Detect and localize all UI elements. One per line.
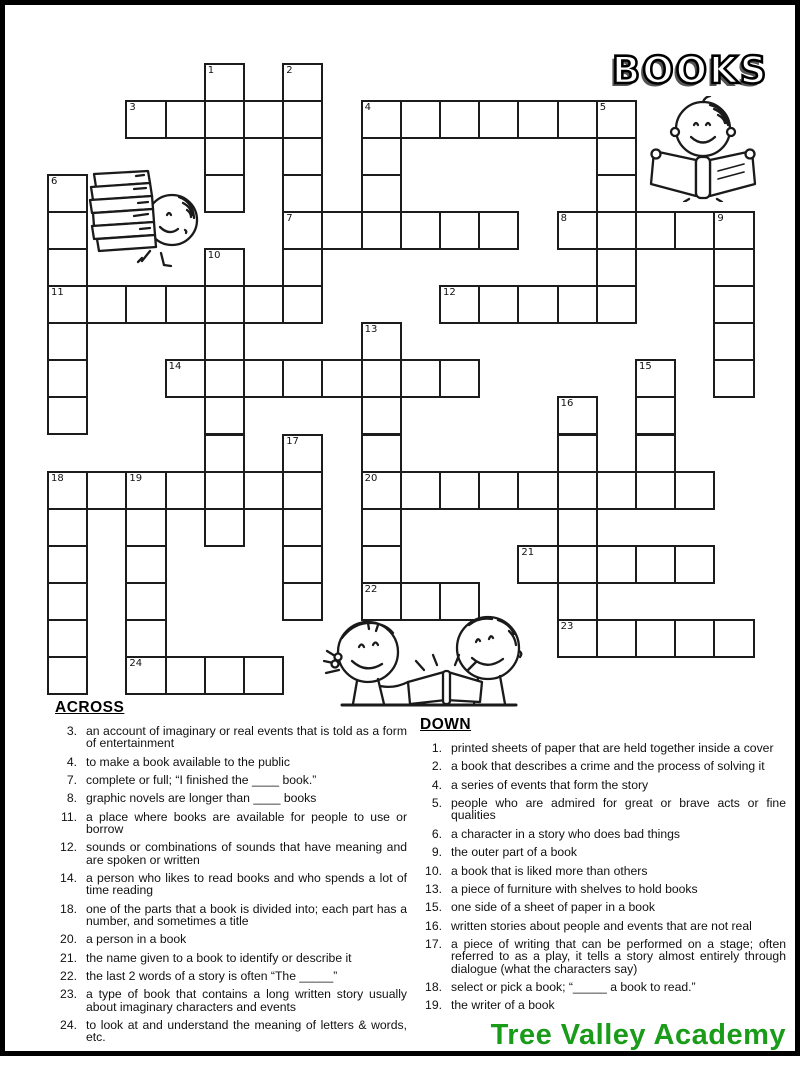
clue-text: a book that is liked more than others bbox=[451, 863, 648, 878]
clue-text: a piece of furniture with shelves to hold books bbox=[451, 881, 698, 896]
clue-text: people who are admired for great or brave acts or fine qualities bbox=[451, 796, 786, 823]
grid-cell[interactable] bbox=[713, 619, 754, 658]
grid-cell[interactable] bbox=[635, 619, 676, 658]
clue-number: 24. bbox=[60, 1017, 77, 1032]
grid-cell[interactable] bbox=[361, 174, 402, 213]
across-clues-section bbox=[55, 699, 407, 1050]
grid-cell[interactable] bbox=[282, 471, 323, 510]
clue-text: sounds or combinations of sounds that have meaning and are spoken or written bbox=[86, 840, 407, 867]
grid-cell[interactable] bbox=[713, 211, 754, 250]
down-clues-section bbox=[420, 716, 786, 1018]
grid-cell[interactable] bbox=[400, 359, 441, 398]
clue-item bbox=[55, 1019, 407, 1043]
grid-cell[interactable] bbox=[125, 471, 166, 510]
grid-cell[interactable] bbox=[361, 322, 402, 361]
clue-item bbox=[55, 872, 407, 896]
clue-number: 12. bbox=[60, 840, 77, 855]
grid-cell[interactable] bbox=[635, 396, 676, 435]
clue-item bbox=[420, 828, 786, 840]
grid-cell[interactable] bbox=[47, 471, 88, 510]
clue-item bbox=[420, 999, 786, 1011]
clue-number-label: 22 bbox=[364, 583, 378, 595]
grid-cell[interactable] bbox=[47, 248, 88, 287]
clue-number: 7. bbox=[66, 772, 77, 787]
grid-cell[interactable] bbox=[674, 211, 715, 250]
grid-cell[interactable] bbox=[165, 100, 206, 139]
grid-cell[interactable] bbox=[361, 137, 402, 176]
clue-number-label: 12 bbox=[443, 287, 456, 299]
grid-cell[interactable] bbox=[635, 545, 676, 584]
grid-cell[interactable] bbox=[557, 619, 598, 658]
grid-cell[interactable] bbox=[282, 285, 323, 324]
clue-text: one side of a sheet of paper in a book bbox=[451, 900, 655, 915]
grid-cell[interactable] bbox=[439, 359, 480, 398]
across-clue-list bbox=[55, 725, 407, 1043]
grid-cell[interactable] bbox=[204, 508, 245, 547]
clue-number-label: 23 bbox=[560, 620, 574, 632]
clue-number-label: 11 bbox=[51, 287, 64, 299]
grid-cell[interactable] bbox=[47, 359, 88, 398]
clue-number-label: 15 bbox=[639, 361, 652, 373]
grid-cell[interactable] bbox=[204, 471, 245, 510]
clue-number: 23. bbox=[60, 987, 77, 1002]
grid-cell[interactable] bbox=[47, 211, 88, 250]
clue-number: 4. bbox=[431, 777, 442, 792]
grid-cell[interactable] bbox=[204, 285, 245, 324]
clue-text: one of the parts that a book is divided into; each part has a number, and sometimes a title bbox=[86, 901, 407, 928]
grid-cell[interactable] bbox=[361, 471, 402, 510]
clue-item bbox=[55, 756, 407, 768]
grid-cell[interactable] bbox=[557, 545, 598, 584]
clue-item bbox=[420, 779, 786, 791]
grid-cell[interactable] bbox=[557, 582, 598, 621]
clue-number-label: 3 bbox=[129, 102, 136, 114]
grid-cell[interactable] bbox=[557, 285, 598, 324]
clue-text: a type of book that contains a long written story usually about imaginary characters and events bbox=[86, 987, 407, 1014]
clue-number-label: 24 bbox=[129, 657, 143, 669]
clue-number-label: 8 bbox=[560, 213, 567, 225]
boy-reading-book-illustration bbox=[644, 96, 762, 202]
clue-item bbox=[420, 742, 786, 754]
clue-number-label: 5 bbox=[599, 102, 607, 114]
down-heading: DOWN bbox=[420, 716, 472, 733]
clue-item bbox=[55, 841, 407, 865]
clue-text: the name given to a book to identify or describe it bbox=[86, 950, 352, 965]
clue-number: 4. bbox=[66, 754, 77, 769]
grid-cell[interactable] bbox=[400, 100, 441, 139]
clue-number-label: 1 bbox=[207, 65, 215, 76]
clue-number: 19. bbox=[425, 998, 442, 1013]
clue-item bbox=[420, 797, 786, 821]
down-clue-list bbox=[420, 742, 786, 1012]
grid-cell[interactable] bbox=[165, 285, 206, 324]
clue-item bbox=[55, 811, 407, 835]
grid-cell[interactable] bbox=[596, 248, 637, 287]
grid-cell[interactable] bbox=[125, 545, 166, 584]
grid-cell[interactable] bbox=[713, 285, 754, 324]
clue-number-label: 19 bbox=[129, 472, 143, 484]
clue-number: 9. bbox=[431, 845, 442, 860]
grid-cell[interactable] bbox=[47, 619, 88, 658]
clue-item bbox=[55, 988, 407, 1012]
grid-cell[interactable] bbox=[635, 434, 676, 473]
grid-cell[interactable] bbox=[439, 285, 480, 324]
clue-item bbox=[420, 901, 786, 913]
clue-number-label: 18 bbox=[51, 472, 64, 484]
clue-number-label: 7 bbox=[286, 213, 293, 225]
clue-text: a book that describes a crime and the process of solving it bbox=[451, 759, 765, 774]
grid-cell[interactable] bbox=[557, 396, 598, 435]
grid-cell[interactable] bbox=[282, 100, 323, 139]
clue-number: 15. bbox=[425, 900, 442, 915]
clue-text: a place where books are available for people to use or borrow bbox=[86, 809, 407, 836]
clue-number: 18. bbox=[60, 901, 77, 916]
grid-cell[interactable] bbox=[321, 211, 362, 250]
clue-number: 20. bbox=[60, 932, 77, 947]
across-heading: ACROSS bbox=[55, 699, 125, 716]
clue-number: 1. bbox=[431, 741, 442, 755]
grid-cell[interactable] bbox=[282, 174, 323, 213]
grid-cell[interactable] bbox=[400, 211, 441, 250]
clue-number: 11. bbox=[60, 809, 77, 824]
page-title: BOOKS bbox=[612, 49, 769, 92]
grid-cell[interactable] bbox=[361, 434, 402, 473]
grid-cell[interactable] bbox=[204, 174, 245, 213]
grid-cell[interactable] bbox=[361, 100, 402, 139]
grid-cell[interactable] bbox=[243, 656, 284, 695]
grid-cell[interactable] bbox=[282, 248, 323, 287]
clue-item bbox=[55, 970, 407, 982]
grid-cell[interactable] bbox=[713, 248, 754, 287]
clue-number-label: 17 bbox=[286, 435, 299, 447]
grid-cell[interactable] bbox=[47, 396, 88, 435]
clue-number-label: 2 bbox=[286, 65, 293, 76]
clue-item bbox=[420, 938, 786, 975]
clue-text: the outer part of a book bbox=[451, 845, 578, 860]
grid-cell[interactable] bbox=[282, 137, 323, 176]
clue-text: a piece of writing that can be performed on a stage; often referred to as a play, it tells a story almost entirely through dialogue (what the characters say) bbox=[451, 937, 786, 976]
grid-cell[interactable] bbox=[674, 545, 715, 584]
clue-item bbox=[420, 865, 786, 877]
clue-text: the writer of a book bbox=[451, 998, 555, 1013]
kids-sharing-book-illustration bbox=[312, 612, 544, 708]
grid-cell[interactable] bbox=[361, 508, 402, 547]
clue-item bbox=[55, 774, 407, 786]
clue-text: a person in a book bbox=[86, 932, 187, 947]
grid-cell[interactable] bbox=[47, 285, 88, 324]
grid-cell[interactable] bbox=[361, 396, 402, 435]
grid-cell[interactable] bbox=[596, 619, 637, 658]
grid-cell[interactable] bbox=[243, 471, 284, 510]
grid-cell[interactable] bbox=[47, 582, 88, 621]
clue-number: 16. bbox=[425, 918, 442, 933]
grid-cell[interactable] bbox=[635, 359, 676, 398]
grid-cell[interactable] bbox=[635, 471, 676, 510]
grid-cell[interactable] bbox=[204, 322, 245, 361]
grid-cell[interactable] bbox=[674, 471, 715, 510]
grid-cell[interactable] bbox=[204, 359, 245, 398]
grid-cell[interactable] bbox=[204, 248, 245, 287]
grid-cell[interactable] bbox=[86, 471, 127, 510]
clue-text: written stories about people and events that are not real bbox=[451, 918, 752, 933]
grid-cell[interactable] bbox=[517, 100, 558, 139]
grid-cell[interactable] bbox=[596, 100, 637, 139]
clue-text: to make a book available to the public bbox=[86, 754, 290, 769]
grid-cell[interactable] bbox=[517, 545, 558, 584]
kid-carrying-books-illustration bbox=[84, 168, 202, 270]
grid-cell[interactable] bbox=[282, 434, 323, 473]
grid-cell[interactable] bbox=[596, 545, 637, 584]
clue-number: 5. bbox=[431, 796, 442, 811]
clue-text: complete or full; “I finished the ____ book.” bbox=[86, 772, 317, 787]
clue-number: 6. bbox=[431, 826, 442, 841]
grid-cell[interactable] bbox=[204, 63, 245, 102]
clue-item bbox=[55, 952, 407, 964]
grid-cell[interactable] bbox=[596, 137, 637, 176]
clue-text: graphic novels are longer than ____ books bbox=[86, 791, 317, 806]
clue-item bbox=[420, 846, 786, 858]
clue-number-label: 14 bbox=[168, 361, 182, 373]
grid-cell[interactable] bbox=[282, 359, 323, 398]
grid-cell[interactable] bbox=[204, 100, 245, 139]
grid-cell[interactable] bbox=[361, 359, 402, 398]
grid-cell[interactable] bbox=[86, 285, 127, 324]
grid-cell[interactable] bbox=[47, 322, 88, 361]
clue-text: to look at and understand the meaning of letters & words, etc. bbox=[86, 1017, 407, 1045]
grid-cell[interactable] bbox=[478, 471, 519, 510]
grid-cell[interactable] bbox=[204, 434, 245, 473]
clue-number: 22. bbox=[60, 968, 77, 983]
grid-cell[interactable] bbox=[596, 174, 637, 213]
grid-cell[interactable] bbox=[517, 285, 558, 324]
clue-number: 14. bbox=[60, 870, 77, 885]
clue-number: 3. bbox=[66, 724, 77, 738]
grid-cell[interactable] bbox=[478, 285, 519, 324]
clue-text: the last 2 words of a story is often “The _____” bbox=[86, 968, 338, 983]
grid-cell[interactable] bbox=[557, 211, 598, 250]
clue-item bbox=[420, 760, 786, 772]
clue-number-label: 10 bbox=[207, 250, 221, 262]
clue-number-label: 4 bbox=[364, 102, 371, 114]
clue-number: 18. bbox=[425, 979, 442, 994]
grid-cell[interactable] bbox=[125, 619, 166, 658]
grid-cell[interactable] bbox=[165, 359, 206, 398]
grid-cell[interactable] bbox=[243, 285, 284, 324]
clue-number-label: 13 bbox=[364, 324, 378, 336]
grid-cell[interactable] bbox=[165, 656, 206, 695]
grid-cell[interactable] bbox=[713, 322, 754, 361]
site-branding: Tree Valley Academy bbox=[490, 1019, 786, 1051]
grid-cell[interactable] bbox=[321, 359, 362, 398]
clue-number: 21. bbox=[60, 950, 77, 965]
grid-cell[interactable] bbox=[125, 656, 166, 695]
grid-cell[interactable] bbox=[478, 100, 519, 139]
clue-item bbox=[420, 920, 786, 932]
clue-text: a series of events that form the story bbox=[451, 777, 649, 792]
clue-number-label: 21 bbox=[521, 546, 535, 558]
clue-number: 2. bbox=[431, 759, 442, 774]
grid-cell[interactable] bbox=[204, 137, 245, 176]
clue-item bbox=[420, 883, 786, 895]
clue-number-label: 6 bbox=[51, 176, 58, 188]
grid-cell[interactable] bbox=[204, 396, 245, 435]
clue-number: 8. bbox=[66, 791, 77, 806]
grid-cell[interactable] bbox=[47, 174, 88, 213]
clue-item bbox=[55, 903, 407, 927]
clue-text: a character in a story who does bad things bbox=[451, 826, 680, 841]
grid-cell[interactable] bbox=[47, 656, 88, 695]
grid-cell[interactable] bbox=[517, 471, 558, 510]
grid-cell[interactable] bbox=[243, 359, 284, 398]
grid-cell[interactable] bbox=[47, 508, 88, 547]
grid-cell[interactable] bbox=[125, 508, 166, 547]
grid-cell[interactable] bbox=[557, 434, 598, 473]
grid-cell[interactable] bbox=[243, 100, 284, 139]
grid-cell[interactable] bbox=[557, 471, 598, 510]
clue-item bbox=[420, 981, 786, 993]
grid-cell[interactable] bbox=[125, 285, 166, 324]
grid-cell[interactable] bbox=[439, 471, 480, 510]
clue-number: 10. bbox=[425, 863, 442, 878]
clue-number-label: 20 bbox=[364, 472, 378, 484]
grid-cell[interactable] bbox=[596, 285, 637, 324]
grid-cell[interactable] bbox=[557, 100, 598, 139]
clue-number: 13. bbox=[425, 881, 442, 896]
grid-cell[interactable] bbox=[439, 100, 480, 139]
grid-cell[interactable] bbox=[361, 545, 402, 584]
clue-item bbox=[55, 933, 407, 945]
grid-cell[interactable] bbox=[282, 545, 323, 584]
grid-cell[interactable] bbox=[635, 211, 676, 250]
grid-cell[interactable] bbox=[125, 582, 166, 621]
grid-cell[interactable] bbox=[165, 471, 206, 510]
grid-cell[interactable] bbox=[282, 508, 323, 547]
grid-cell[interactable] bbox=[282, 63, 323, 102]
grid-cell[interactable] bbox=[674, 619, 715, 658]
clue-number-label: 16 bbox=[560, 398, 574, 410]
grid-cell[interactable] bbox=[361, 211, 402, 250]
grid-cell[interactable] bbox=[478, 211, 519, 250]
grid-cell[interactable] bbox=[125, 100, 166, 139]
clue-item bbox=[55, 725, 407, 749]
grid-cell[interactable] bbox=[596, 211, 637, 250]
clue-number: 17. bbox=[425, 937, 442, 952]
clue-text: printed sheets of paper that are held together inside a cover bbox=[451, 741, 774, 755]
grid-cell[interactable] bbox=[47, 545, 88, 584]
clue-text: a person who likes to read books and who spends a lot of time reading bbox=[86, 870, 407, 898]
clue-number-label: 9 bbox=[717, 213, 724, 225]
grid-cell[interactable] bbox=[204, 656, 245, 695]
grid-cell[interactable] bbox=[557, 508, 598, 547]
grid-cell[interactable] bbox=[596, 471, 637, 510]
clue-text: an account of imaginary or real events that is told as a form of entertainment bbox=[86, 724, 407, 751]
grid-cell[interactable] bbox=[713, 359, 754, 398]
clue-text: select or pick a book; “_____ a book to read.” bbox=[451, 979, 696, 994]
grid-cell[interactable] bbox=[439, 211, 480, 250]
clue-item bbox=[55, 792, 407, 804]
grid-cell[interactable] bbox=[400, 471, 441, 510]
grid-cell[interactable] bbox=[282, 211, 323, 250]
